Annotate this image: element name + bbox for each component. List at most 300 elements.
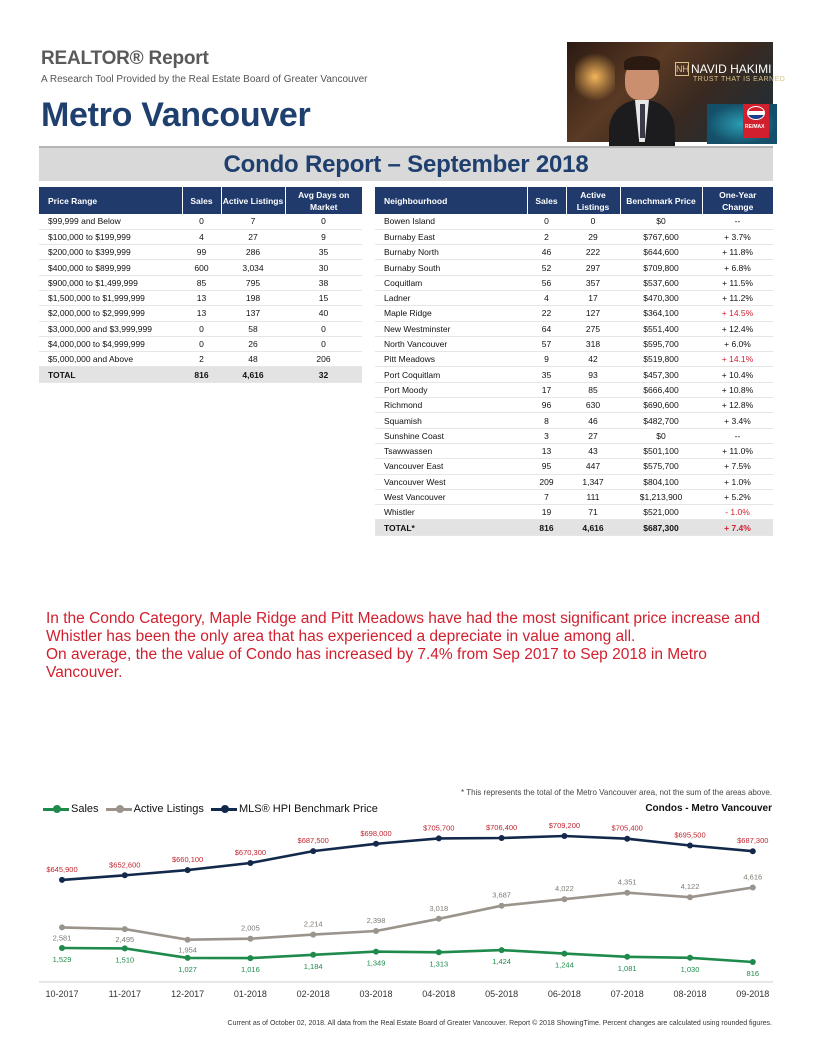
table-cell: 0 [527, 214, 566, 229]
table-cell: $1,213,900 [620, 489, 702, 504]
table-cell: $537,600 [620, 275, 702, 290]
change-cell: + 7.5% [702, 459, 773, 474]
x-tick-label: 10-2017 [45, 989, 79, 999]
table-header-row [39, 187, 362, 214]
x-tick-label: 03-2018 [359, 989, 393, 999]
table-row [375, 229, 773, 244]
table-cell: 93 [566, 367, 620, 382]
data-point [624, 890, 630, 896]
total-row [375, 520, 773, 535]
price-range-cell: $1,500,000 to $1,999,999 [39, 290, 182, 305]
table-cell: 46 [566, 413, 620, 428]
table-cell: 71 [566, 505, 620, 520]
table-cell: $575,700 [620, 459, 702, 474]
table-row [375, 321, 773, 336]
table-cell: $0 [620, 214, 702, 229]
neighbourhood-cell: Coquitlam [375, 275, 527, 290]
table-cell: 13 [527, 443, 566, 458]
col-header: One-Year Change [702, 187, 773, 214]
data-label: 4,616 [743, 872, 763, 882]
price-range-cell: $200,000 to $399,999 [39, 245, 182, 260]
table-cell: 286 [221, 245, 285, 260]
data-point [750, 885, 756, 891]
legend-swatch [43, 808, 69, 811]
table-cell: $690,600 [620, 398, 702, 413]
table-cell: 137 [221, 306, 285, 321]
table-row [375, 474, 773, 489]
data-point [122, 945, 128, 951]
legend-item [211, 803, 378, 815]
table-row [375, 275, 773, 290]
x-tick-label: 07-2018 [610, 989, 644, 999]
data-label: $709,200 [548, 821, 581, 830]
table-header-row [375, 187, 773, 214]
data-label: 1,529 [52, 955, 72, 964]
table-cell: $457,300 [620, 367, 702, 382]
table-cell: 19 [527, 505, 566, 520]
data-label: 1,510 [115, 955, 135, 965]
agent-photo [567, 42, 786, 142]
price-range-cell: $5,000,000 and Above [39, 352, 182, 367]
table-cell: 3,034 [221, 260, 285, 275]
table-row [39, 214, 362, 229]
data-point [561, 951, 567, 957]
price-range-cell: $100,000 to $199,999 [39, 229, 182, 244]
data-point [750, 959, 756, 965]
data-point [373, 949, 379, 955]
change-cell: + 14.1% [702, 352, 773, 367]
data-label: 1,081 [617, 963, 637, 973]
change-cell: + 11.2% [702, 290, 773, 305]
total-cell: TOTAL [39, 367, 182, 382]
chart-footnote: * This represents the total of the Metro Vancouver area, not the sum of the areas above. [461, 788, 772, 797]
table-cell: $521,000 [620, 505, 702, 520]
table-row [375, 260, 773, 275]
change-cell: + 12.8% [702, 398, 773, 413]
table-cell: 95 [527, 459, 566, 474]
table-cell: 58 [221, 321, 285, 336]
change-cell: + 12.4% [702, 321, 773, 336]
table-cell: 27 [566, 428, 620, 443]
data-label: $660,100 [171, 855, 204, 865]
agent-name: NAVID HAKIMI [691, 62, 772, 76]
table-cell: $0 [620, 428, 702, 443]
table-row [375, 214, 773, 229]
data-label: 1,030 [680, 964, 700, 974]
table-cell: 0 [182, 214, 221, 229]
table-row [375, 428, 773, 443]
header-brand: REALTOR® Report [41, 48, 209, 69]
data-label: 1,016 [241, 965, 260, 975]
neighbourhood-cell: Richmond [375, 398, 527, 413]
price-range-cell: $900,000 to $1,499,999 [39, 275, 182, 290]
table-cell: $666,400 [620, 382, 702, 397]
table-cell: 85 [566, 382, 620, 397]
neighbourhood-cell: Sunshine Coast [375, 428, 527, 443]
neighbourhood-cell: Burnaby South [375, 260, 527, 275]
data-label: $698,000 [360, 828, 392, 838]
data-label: $670,300 [234, 848, 267, 857]
data-label: 1,244 [555, 960, 574, 970]
neighbourhood-cell: Port Coquitlam [375, 367, 527, 382]
col-header: Active Listings [566, 187, 620, 214]
x-tick-label: 06-2018 [547, 989, 581, 999]
legend-swatch [211, 808, 237, 811]
change-cell: - 1.0% [702, 505, 773, 520]
table-row [39, 306, 362, 321]
table-cell: 275 [566, 321, 620, 336]
table-cell: $804,100 [620, 474, 702, 489]
total-cell: 4,616 [566, 520, 620, 535]
data-point [499, 947, 505, 953]
data-label: 4,122 [680, 882, 700, 892]
table-row [375, 290, 773, 305]
change-cell: + 3.7% [702, 229, 773, 244]
data-label: $706,400 [485, 823, 518, 832]
data-label: 1,027 [178, 964, 197, 974]
legend-item [106, 803, 204, 815]
data-point [499, 835, 505, 841]
price-range-cell: $3,000,000 and $3,999,999 [39, 321, 182, 336]
table-row [39, 352, 362, 367]
table-cell: 30 [285, 260, 362, 275]
table-cell: 2 [182, 352, 221, 367]
data-label: 3,687 [492, 890, 511, 900]
neighbourhood-cell: Burnaby North [375, 245, 527, 260]
table-cell: 795 [221, 275, 285, 290]
data-label: 4,351 [617, 877, 637, 887]
total-cell: 32 [285, 367, 362, 382]
data-point [436, 835, 442, 841]
table-cell: 35 [527, 367, 566, 382]
table-row [39, 290, 362, 305]
data-point [247, 955, 253, 961]
lamp-light [575, 52, 615, 102]
neighbourhood-cell: New Westminster [375, 321, 527, 336]
table-row [375, 505, 773, 520]
change-cell: + 14.5% [702, 306, 773, 321]
data-point [247, 860, 253, 866]
price-range-cell: $4,000,000 to $4,999,999 [39, 336, 182, 351]
page-title: Metro Vancouver [41, 96, 311, 134]
table-row [39, 321, 362, 336]
table-cell: 15 [285, 290, 362, 305]
neighbourhood-cell: Pitt Meadows [375, 352, 527, 367]
data-label: $695,500 [674, 830, 706, 840]
table-cell: 9 [285, 229, 362, 244]
total-row [39, 367, 362, 382]
table-row [375, 382, 773, 397]
legend-label: Active Listings [133, 803, 204, 815]
neighbourhood-cell: Bowen Island [375, 214, 527, 229]
neighbourhood-cell: Vancouver East [375, 459, 527, 474]
x-tick-label: 09-2018 [736, 989, 770, 999]
table-cell: 209 [527, 474, 566, 489]
data-label: 1,349 [366, 958, 386, 968]
col-header: Sales [527, 187, 566, 214]
change-cell: -- [702, 214, 773, 229]
table-row [375, 352, 773, 367]
data-point [373, 841, 379, 847]
table-cell: 111 [566, 489, 620, 504]
table-cell: 99 [182, 245, 221, 260]
data-label: $705,700 [423, 823, 455, 833]
col-header: Price Range [39, 187, 182, 214]
data-label: $645,900 [46, 864, 78, 874]
x-tick-label: 12-2017 [171, 989, 205, 999]
col-header: Neighbourhood [375, 187, 527, 214]
table-cell: 357 [566, 275, 620, 290]
total-cell: $687,300 [620, 520, 702, 535]
data-point [59, 924, 65, 930]
table-cell: 222 [566, 245, 620, 260]
table-row [39, 260, 362, 275]
price-range-cell: $99,999 and Below [39, 214, 182, 229]
data-point [436, 916, 442, 922]
neighbourhood-cell: Maple Ridge [375, 306, 527, 321]
table-cell: 27 [221, 229, 285, 244]
table-cell: 64 [527, 321, 566, 336]
table-cell: 127 [566, 306, 620, 321]
table-row [375, 306, 773, 321]
table-cell: 447 [566, 459, 620, 474]
agent-hair [624, 56, 660, 70]
table-cell: $595,700 [620, 336, 702, 351]
table-row [375, 489, 773, 504]
change-cell: + 3.4% [702, 413, 773, 428]
table-row [375, 459, 773, 474]
data-point [59, 877, 65, 883]
table-cell: $644,600 [620, 245, 702, 260]
data-point [561, 896, 567, 902]
remax-balloon-icon [747, 106, 765, 120]
legend-swatch [106, 808, 132, 811]
table-row [375, 367, 773, 382]
table-cell: 318 [566, 336, 620, 351]
table-row [375, 245, 773, 260]
report-title: Condo Report – September 2018 [223, 151, 589, 178]
price-range-table [39, 187, 362, 383]
table-cell: 56 [527, 275, 566, 290]
data-point [247, 936, 253, 942]
commentary [46, 610, 776, 682]
total-cell: 4,616 [221, 367, 285, 382]
x-tick-label: 05-2018 [485, 989, 519, 999]
table-cell: 0 [285, 336, 362, 351]
table-cell: 3 [527, 428, 566, 443]
x-tick-label: 02-2018 [296, 989, 330, 999]
neighbourhood-cell: West Vancouver [375, 489, 527, 504]
table-cell: 46 [527, 245, 566, 260]
table-cell: 206 [285, 352, 362, 367]
neighbourhood-cell: Squamish [375, 413, 527, 428]
table-cell: 85 [182, 275, 221, 290]
table-row [39, 245, 362, 260]
neighbourhood-cell: Port Moody [375, 382, 527, 397]
commentary-line: On average, the the value of Condo has increased by 7.4% from Sep 2017 to Sep 2018 in Metro Vancouver. [46, 646, 707, 681]
change-cell: + 1.0% [702, 474, 773, 489]
table-cell: 297 [566, 260, 620, 275]
table-cell: 4 [527, 290, 566, 305]
total-cell: 816 [182, 367, 221, 382]
data-point [436, 949, 442, 955]
data-point [185, 867, 191, 873]
neighbourhood-cell: Burnaby East [375, 229, 527, 244]
data-label: 4,022 [555, 884, 574, 894]
change-cell: + 6.8% [702, 260, 773, 275]
series-line-mls-hpi-benchmark-price [62, 836, 753, 880]
table-cell: 7 [527, 489, 566, 504]
data-point [185, 937, 191, 943]
table-cell: 600 [182, 260, 221, 275]
data-label: $705,400 [611, 823, 643, 833]
data-point [59, 945, 65, 951]
x-tick-label: 01-2018 [233, 989, 267, 999]
neighbourhood-cell: Whistler [375, 505, 527, 520]
data-label: 1,313 [429, 959, 449, 969]
change-cell: + 11.0% [702, 443, 773, 458]
table-cell: $709,800 [620, 260, 702, 275]
table-cell: 2 [527, 229, 566, 244]
legend-label: MLS® HPI Benchmark Price [238, 803, 378, 815]
data-point [687, 843, 693, 849]
col-header: Active Listings [221, 187, 285, 214]
data-point [750, 848, 756, 854]
neighbourhood-cell: North Vancouver [375, 336, 527, 351]
table-row [39, 336, 362, 351]
price-range-cell: $400,000 to $899,999 [39, 260, 182, 275]
data-point [561, 833, 567, 839]
data-label: 2,214 [303, 919, 323, 929]
table-cell: $482,700 [620, 413, 702, 428]
data-label: 816 [746, 969, 760, 978]
table-cell: $501,100 [620, 443, 702, 458]
total-cell: + 7.4% [702, 520, 773, 535]
data-point [310, 848, 316, 854]
table-cell: 17 [527, 382, 566, 397]
table-cell: 0 [285, 321, 362, 336]
change-cell: + 10.4% [702, 367, 773, 382]
table-cell: 13 [182, 306, 221, 321]
legend-label: Sales [71, 803, 99, 815]
table-cell: 29 [566, 229, 620, 244]
data-point [624, 954, 630, 960]
data-point [310, 952, 316, 958]
table-cell: $470,300 [620, 290, 702, 305]
table-cell: 0 [285, 214, 362, 229]
table-cell: 8 [527, 413, 566, 428]
data-label: 3,018 [429, 903, 449, 913]
col-header: Benchmark Price [620, 187, 702, 214]
chart-legend [43, 803, 382, 815]
legend-item [43, 803, 99, 815]
table-cell: 42 [566, 352, 620, 367]
series-line-active-listings [62, 888, 753, 940]
change-cell: + 5.2% [702, 489, 773, 504]
table-cell: 13 [182, 290, 221, 305]
data-label: 1,424 [492, 957, 511, 967]
data-label: $652,600 [109, 860, 141, 870]
table-cell: 17 [566, 290, 620, 305]
table-cell: 35 [285, 245, 362, 260]
table-cell: 26 [221, 336, 285, 351]
table-cell: 96 [527, 398, 566, 413]
table-cell: 38 [285, 275, 362, 290]
x-tick-label: 11-2017 [108, 989, 141, 999]
table-cell: 9 [527, 352, 566, 367]
data-point [499, 903, 505, 909]
data-point [122, 872, 128, 878]
change-cell: -- [702, 428, 773, 443]
table-cell: 4 [182, 229, 221, 244]
data-label: $687,500 [297, 836, 329, 846]
table-cell: 22 [527, 306, 566, 321]
agent-logo-mark: NH [676, 64, 689, 74]
report-title-band [39, 146, 773, 181]
data-label: 2,581 [52, 933, 72, 943]
chart-title: Condos - Metro Vancouver [645, 803, 772, 814]
total-cell: TOTAL* [375, 520, 527, 535]
data-point [624, 836, 630, 842]
page-footer: Current as of October 02, 2018. All data from the Real Estate Board of Greater Vancouver. Report © 2018 ShowingTime. Percent changes are calculated using rounded figures. [227, 1020, 772, 1027]
table-row [39, 229, 362, 244]
data-point [687, 894, 693, 900]
data-point [185, 955, 191, 961]
data-label: 1,954 [178, 945, 197, 955]
neighbourhood-cell: Ladner [375, 290, 527, 305]
x-tick-label: 04-2018 [422, 989, 456, 999]
change-cell: + 11.8% [702, 245, 773, 260]
table-cell: $767,600 [620, 229, 702, 244]
data-point [122, 926, 128, 932]
change-cell: + 11.5% [702, 275, 773, 290]
data-point [310, 932, 316, 938]
data-point [687, 955, 693, 961]
line-chart [39, 818, 773, 1006]
data-label: 2,495 [115, 935, 135, 945]
neighbourhood-cell: Vancouver West [375, 474, 527, 489]
table-cell: 57 [527, 336, 566, 351]
neighbourhood-table [375, 187, 773, 536]
col-header: Avg Days on Market [285, 187, 362, 214]
agent-tagline: TRUST THAT IS EARNED [693, 76, 786, 83]
x-tick-label: 08-2018 [673, 989, 707, 999]
table-cell: $364,100 [620, 306, 702, 321]
table-cell: 40 [285, 306, 362, 321]
commentary-line: In the Condo Category, Maple Ridge and Pitt Meadows have had the most significant price increase and Whistler has been the only area that has experienced a depreciate in value among all. [46, 610, 760, 645]
price-range-cell: $2,000,000 to $2,999,999 [39, 306, 182, 321]
data-label: $687,300 [737, 836, 769, 846]
total-cell: 816 [527, 520, 566, 535]
table-cell: 7 [221, 214, 285, 229]
table-cell: 0 [182, 336, 221, 351]
table-row [375, 398, 773, 413]
table-cell: 1,347 [566, 474, 620, 489]
data-label: 2,398 [366, 916, 386, 925]
change-cell: + 10.8% [702, 382, 773, 397]
neighbourhood-cell: Tsawwassen [375, 443, 527, 458]
table-cell: $551,400 [620, 321, 702, 336]
table-row [375, 336, 773, 351]
table-cell: 630 [566, 398, 620, 413]
change-cell: + 6.0% [702, 336, 773, 351]
remax-text: RE/MAX [745, 124, 765, 130]
agent-tie [640, 104, 645, 138]
table-cell: 0 [182, 321, 221, 336]
table-cell: 0 [566, 214, 620, 229]
table-row [375, 413, 773, 428]
remax-logo [743, 104, 769, 138]
